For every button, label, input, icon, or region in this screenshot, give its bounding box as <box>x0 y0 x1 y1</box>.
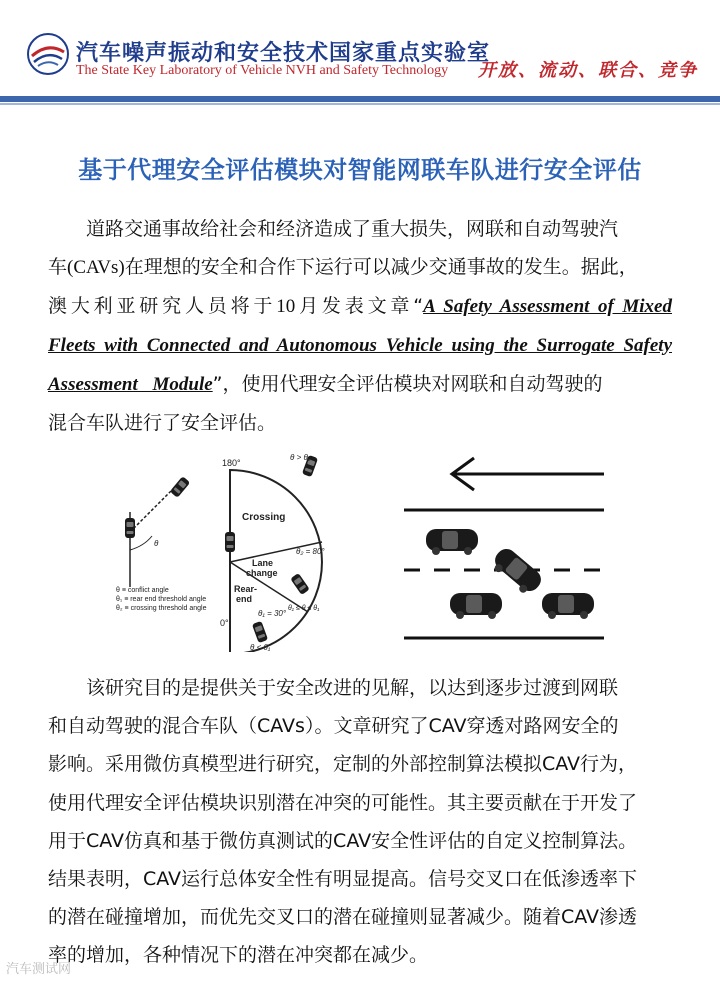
car-icon <box>125 518 135 538</box>
lane-change-label-2: change <box>246 568 278 578</box>
rear-end-label-2: end <box>236 594 253 604</box>
theta-symbol-label: θ <box>154 539 159 548</box>
theta-gt-theta2-label: θ > θ₂ <box>290 453 311 462</box>
car-icon <box>450 593 502 619</box>
theta-arc <box>130 536 152 550</box>
lab-logo-icon <box>26 32 70 76</box>
angle-0-label: 0° <box>220 618 229 628</box>
intro-line-5-rest: ”，使用代理安全评估模块对网联和自动驾驶的 <box>212 372 603 395</box>
research-line-8: 率的增加，各种情况下的潜在冲突都在减少。 <box>48 944 429 967</box>
intro-line-5 <box>48 365 672 404</box>
car-icon <box>488 545 545 598</box>
lane-change-label-1: Lane <box>252 558 274 568</box>
header-divider-thin <box>0 103 720 105</box>
lab-name-english: The State Key Laboratory of Vehicle NVH and Safety Technology <box>76 63 449 78</box>
lab-slogan: 开放、流动、联合、竞争 <box>478 60 698 81</box>
left-path-line <box>130 490 172 532</box>
conflict-angle-diagram <box>112 442 332 652</box>
article-title: 基于代理安全评估模块对智能网联车队进行安全评估 <box>78 156 642 184</box>
paper-title-part-3: Assessment Module <box>48 373 213 395</box>
research-line-2: 和自动驾驶的混合车队（CAVs）。文章研究了CAV穿透对路网安全的 <box>48 715 619 738</box>
research-line-5: 用于CAV仿真和基于微仿真测试的CAV安全性评估的自定义控制算法。 <box>48 829 638 852</box>
lab-name-chinese: 汽车噪声振动和安全技术国家重点实验室 <box>76 41 491 66</box>
angle-180-label: 180° <box>222 458 241 468</box>
theta1-value-label: θ₁ = 30° <box>258 609 287 618</box>
research-line-1: 该研究目的是提供关于安全改进的见解，以达到逐步过渡到网联 <box>86 677 619 699</box>
paper-title-part-1: A Safety Assessment of Mixed <box>423 296 672 318</box>
intro-line-6: 混合车队进行了安全评估。 <box>48 412 277 435</box>
intro-line-2-rest: 在理想的安全和合作下运行可以减少交通事故的发生。据此， <box>124 256 638 279</box>
paper-title-part-2: Fleets with Connected and Autonomous Vehicle using the Surrogate Safety <box>48 334 672 356</box>
research-line-3: 影响。采用微仿真模型进行研究，定制的外部控制算法模拟CAV行为， <box>48 753 638 776</box>
header-divider <box>0 96 720 102</box>
legend-conflict-angle: θ ≡ conflict angle <box>116 587 169 594</box>
page-header <box>0 0 720 100</box>
lane-change-diagram <box>404 452 604 648</box>
angle-semicircle <box>230 470 322 652</box>
intro-cavs-term: (CAVs) <box>67 257 125 279</box>
intro-paragraph <box>48 210 672 442</box>
legend-rear-end-threshold: θ₁ ≡ rear end threshold angle <box>116 596 207 603</box>
theta2-value-label: θ₂ = 80° <box>296 547 325 556</box>
theta-lt-theta1-label: θ < θ₁ <box>250 643 271 652</box>
intro-line-3-mid: 月发表文章“ <box>295 295 424 318</box>
intro-month: 10 <box>276 296 296 318</box>
intro-line-2 <box>48 248 672 287</box>
research-line-7: 的潜在碰撞增加，而优先交叉口的潜在碰撞则显著减少。随着CAV渗透 <box>48 906 638 929</box>
research-line-6: 结果表明，CAV运行总体安全性有明显提高。信号交叉口在低渗透率下 <box>48 868 638 891</box>
legend-crossing-threshold: θ₂ ≡ crossing threshold angle <box>116 605 207 612</box>
intro-line-1: 道路交通事故给社会和经济造成了重大损失，网联和自动驾驶汽 <box>86 218 619 240</box>
research-line-4: 使用代理安全评估模块识别潜在冲突的可能性。其主要贡献在于开发了 <box>48 791 638 814</box>
car-icon <box>542 593 594 619</box>
watermark: 汽车测试网 <box>6 962 72 977</box>
rear-end-label-1: Rear- <box>234 584 258 594</box>
car-icon <box>426 529 478 555</box>
car-icon <box>225 532 235 552</box>
crossing-label: Crossing <box>242 512 286 523</box>
car-icon <box>170 476 191 498</box>
range-label: θ₁ ≤ θ ≤ θ₁ <box>288 605 320 612</box>
research-paragraph <box>48 669 672 975</box>
intro-line-3-prefix: 澳大利亚研究人员将于 <box>48 295 277 318</box>
intro-line-2-prefix: 车 <box>48 256 68 279</box>
intro-line-3 <box>48 287 672 326</box>
